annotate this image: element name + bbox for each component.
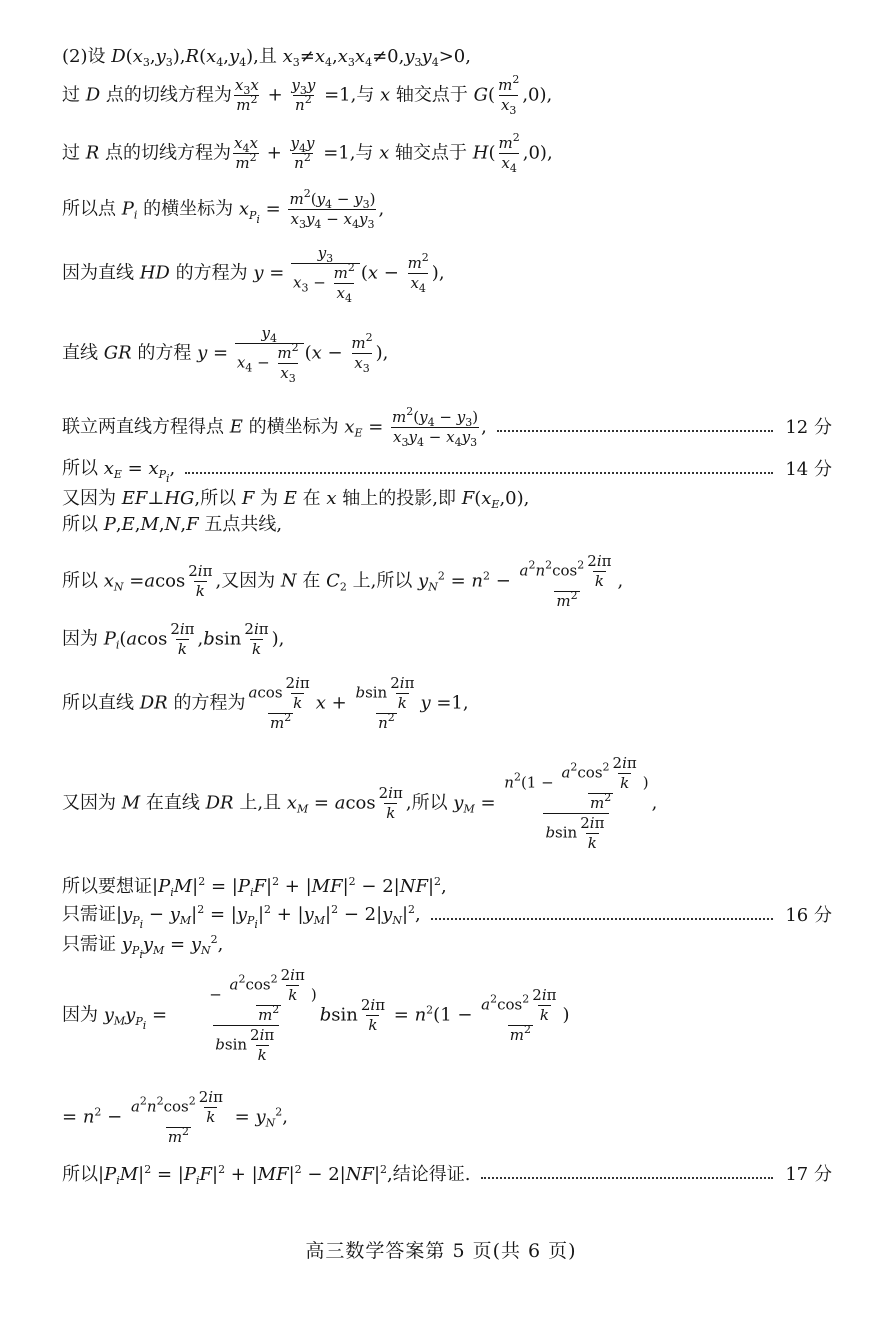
- solution-line: 所以点 $P_i$ 的横坐标为 $x_{P_i}$ = $\frac{m^2(y_4 - y_3)}{x_3y_4 - x_4y_3}$ ,: [62, 187, 385, 231]
- solution-line-scored: 所以$|P_iM|^2 = |P_iF|^2 + |MF|^2 - 2|NF|^2$,结论得证. 17 分: [62, 1163, 832, 1187]
- leader-dots: [497, 430, 774, 432]
- score-mark: 12 分: [785, 416, 832, 438]
- solution-line: 又因为 EF⊥HG,所以 F 为 E 在 x 轴上的投影,即 $F(x_E,0)$,: [62, 488, 530, 511]
- solution-line-scored: 只需证$|y_{P_i} - y_M|^2 = |y_{P_i}|^2 + |y_M|^2 - 2|y_N|^2$, 16 分: [62, 903, 832, 931]
- solution-line: 只需证 $y_{P_i}y_M = y_N^2$,: [62, 933, 224, 961]
- score-mark: 17 分: [785, 1164, 832, 1185]
- solution-line: 所以直线 DR 的方程为 acos $\frac{2i\pi}{k}$ $m^2$ x + bsin $\frac{2i\pi}{k}$ $n^2$ y =1,: [62, 674, 469, 732]
- solution-line-scored: 所以 $x_E = x_{P_i}$, 14 分: [62, 458, 832, 485]
- solution-line: = $n^2$ − $a^2n^2\cos^2$ $\frac{2i\pi}{k}$ $m^2$ = $y_N^2$,: [62, 1088, 288, 1146]
- page-footer: 高三数学答案第 5 页(共 6 页): [305, 1240, 577, 1262]
- score-mark: 16 分: [785, 904, 832, 926]
- leader-dots: [185, 472, 773, 474]
- solution-line: (2)设 $D(x_3,y_3),R(x_4,y_4)$,且 $x_3\ne x_4,x_3x_4\ne 0,y_3y_4>0$,: [62, 46, 471, 69]
- solution-line: 过 D 点的切线方程为 $\frac{x_3x}{m^2}$ + $\frac{y_3y}{n^2}$ =1,与 x 轴交点于 G( $\frac{m^2}{x_3}$ ,0),: [62, 73, 553, 117]
- solution-line: 因为 $y_My_{P_i}$ = − $a^2\cos^2$ $\frac{2i\pi}{k}$ $m^2$ ) bsin $\frac{2i\pi}{k}$ bsin $\frac{2i\pi}{k}$ = $n^2(1$ − $a^2\cos^2$ $\frac{2i\pi}{k}$ $m^2$ ): [62, 966, 570, 1064]
- score-mark: 14 分: [785, 458, 832, 480]
- leader-dots: [431, 918, 774, 920]
- solution-line-scored: 联立两直线方程得点 E 的横坐标为 $x_E$ = $\frac{m^2(y_4 - y_3)}{x_3y_4 - x_4y_3}$ , 12 分: [62, 405, 832, 449]
- solution-line: 直线 GR 的方程 y = $y_4$ $x_4$ − $\frac{m^2}{x_3}$ (x − $\frac{m^2}{x_3}$ ),: [62, 324, 389, 385]
- solution-line: 所以要想证$|P_iM|^2 = |P_iF|^2 + |MF|^2 - 2|NF|^2$,: [62, 875, 447, 899]
- solution-line: 所以 $x_N =acos$ $\frac{2i\pi}{k}$ ,又因为 N 在 $C_2$ 上,所以 $y_N^2 = n^2$ − $a^2n^2\cos^2$ $\frac{2i\pi}{k}$ $m^2$ ,: [62, 552, 624, 610]
- solution-line: 又因为 M 在直线 DR 上,且 $x_M = acos$ $\frac{2i\pi}{k}$ ,所以 $y_M$ = $n^2(1$ − $a^2\cos^2$ $\frac{2i\pi}{k}$ $m^2$ ) bsin $\frac{2i\pi}{k}$ ,: [62, 754, 658, 852]
- leader-dots: [481, 1177, 774, 1179]
- solution-line: 因为直线 HD 的方程为 y = $y_3$ $x_3$ − $\frac{m^2}{x_4}$ (x − $\frac{m^2}{x_4}$ ),: [62, 244, 445, 305]
- answer-sheet: [62, 0, 832, 1322]
- solution-line: 过 R 点的切线方程为 $\frac{x_4x}{m^2}$ + $\frac{y_4y}{n^2}$ =1,与 x 轴交点于 H( $\frac{m^2}{x_4}$ ,0),: [62, 131, 553, 175]
- solution-line: 所以 P,E,M,N,F 五点共线,: [62, 514, 283, 535]
- solution-line: 因为 $P_i(acos$ $\frac{2i\pi}{k}$ ,bsin $\frac{2i\pi}{k}$ ),: [62, 620, 285, 658]
